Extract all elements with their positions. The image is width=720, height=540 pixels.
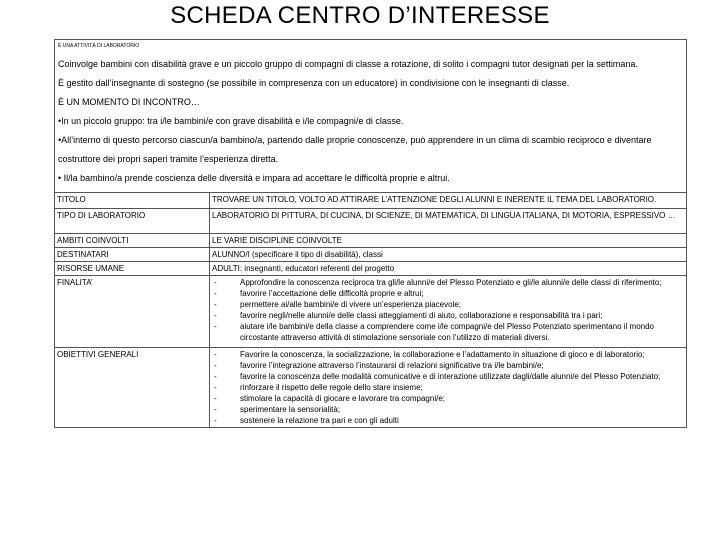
list-item: - favorire l’accettazione delle difficoltà proprie e altrui; bbox=[214, 289, 424, 298]
intro-box bbox=[54, 39, 687, 192]
table-row bbox=[55, 348, 687, 428]
list-item: - permettere ai/alle bambini/e di vivere un’esperienza piacevole; bbox=[214, 300, 462, 309]
list-item: - stimolare la capacità di giocare e lavorare tra compagni/e; bbox=[214, 394, 445, 403]
finalita-list bbox=[212, 277, 684, 343]
table-row bbox=[55, 193, 687, 209]
intro-paragraph: •In un piccolo gruppo: tra i/le bambini/e con grave disabilità e i/le compagni/e di classe. bbox=[58, 116, 404, 126]
row-label: TITOLO bbox=[55, 193, 210, 209]
list-item: - sostenere la relazione tra pari e con gli adulti bbox=[214, 416, 399, 425]
row-label: OBIETTIVI GENERALI bbox=[55, 348, 210, 428]
row-label: FINALITA’ bbox=[55, 276, 210, 348]
list-item: - sperimentare la sensorialità; bbox=[214, 405, 341, 414]
list-item: - rinforzare il rispetto delle regole dello stare insieme; bbox=[214, 383, 423, 392]
row-value: ALUNNO/I (specificare il tipo di disabilità), classi bbox=[210, 248, 687, 262]
intro-paragraph: Coinvolge bambini con disabilità grave e un piccolo gruppo di compagni di classe a rotazione, di solito i compagni tutor designati per la settimana. bbox=[58, 59, 638, 69]
table-row bbox=[55, 248, 687, 262]
list-item: - favorire negli/nelle alunni/e delle classi atteggiamenti di aiuto, collaborazione e responsabilità tra i pari; bbox=[214, 311, 603, 320]
list-item: - Approfondire la conoscenza reciproca tra gli/le alunni/e del Plesso Potenziato e gli/le alunni/e delle classi di riferimento; bbox=[214, 278, 662, 287]
row-value: TROVARE UN TITOLO, VOLTO AD ATTIRARE L’ATTENZIONE DEGLI ALUNNI E INERENTE IL TEMA DEL LABORATORIO. bbox=[210, 193, 687, 209]
row-value: ADULTI: insegnanti, educatori referenti del progetto bbox=[210, 262, 687, 276]
intro-paragraph: •All’interno di questo percorso ciascun/a bambino/a, partendo dalle proprie conoscenze, può apprendere in un clima di scambio reciproco e diventare costruttore dei propri saperi tramite l’esperienza diretta. bbox=[58, 135, 652, 164]
activity-table bbox=[54, 192, 687, 428]
intro-paragraph: È gestito dall’insegnante di sostegno (se possibile in compresenza con un educatore) in condivisione con le insegnanti di classe. bbox=[58, 78, 570, 88]
row-label: RISORSE UMANE bbox=[55, 262, 210, 276]
document-body bbox=[54, 39, 687, 428]
row-value bbox=[210, 348, 687, 428]
row-label: TIPO DI LABORATORIO bbox=[55, 209, 210, 234]
page-title: SCHEDA CENTRO D’INTERESSE bbox=[170, 2, 550, 29]
table-row bbox=[55, 234, 687, 248]
table-row bbox=[55, 276, 687, 348]
list-item: - favorire la conoscenza delle modalità comunicative e di interazione utilizzate dagli/dalle alunni/e del Plesso Potenziato; bbox=[214, 372, 661, 381]
table-row bbox=[55, 262, 687, 276]
row-value bbox=[210, 276, 687, 348]
small-header: È UNA ATTIVITÀ DI LABORATORIO bbox=[58, 43, 140, 49]
list-item: - aiutare i/le bambini/e della classe a comprendere come i/le compagni/e del Plesso Potenziato sperimentano il mondo circostante attraverso attività di stimolazione sensoriale con l’utilizzo di materiali diversi. bbox=[214, 322, 655, 342]
row-value: LABORATORIO DI PITTURA, DI CUCINA, DI SCIENZE, DI MATEMATICA, DI LINGUA ITALIANA, DI MOTORIA, ESPRESSIVO … bbox=[210, 209, 687, 234]
list-item: - Favorire la conoscenza, la socializzazione, la collaborazione e l’adattamento in situazione di gioco e di laboratorio; bbox=[214, 350, 645, 359]
table-row bbox=[55, 209, 687, 234]
row-label: DESTINATARI bbox=[55, 248, 210, 262]
obiettivi-list bbox=[212, 349, 684, 426]
row-value: LE VARIE DISCIPLINE COINVOLTE bbox=[210, 234, 687, 248]
row-label: AMBITI COINVOLTI bbox=[55, 234, 210, 248]
list-item: - favorire l’integrazione attraverso l’instaurarsi di relazioni significative tra i/le bambini/e; bbox=[214, 361, 544, 370]
intro-paragraph: • Il/la bambino/a prende coscienza delle diversità e impara ad accettare le difficoltà proprie e altrui. bbox=[58, 173, 450, 183]
intro-paragraph: È UN MOMENTO DI INCONTRO… bbox=[58, 97, 200, 107]
